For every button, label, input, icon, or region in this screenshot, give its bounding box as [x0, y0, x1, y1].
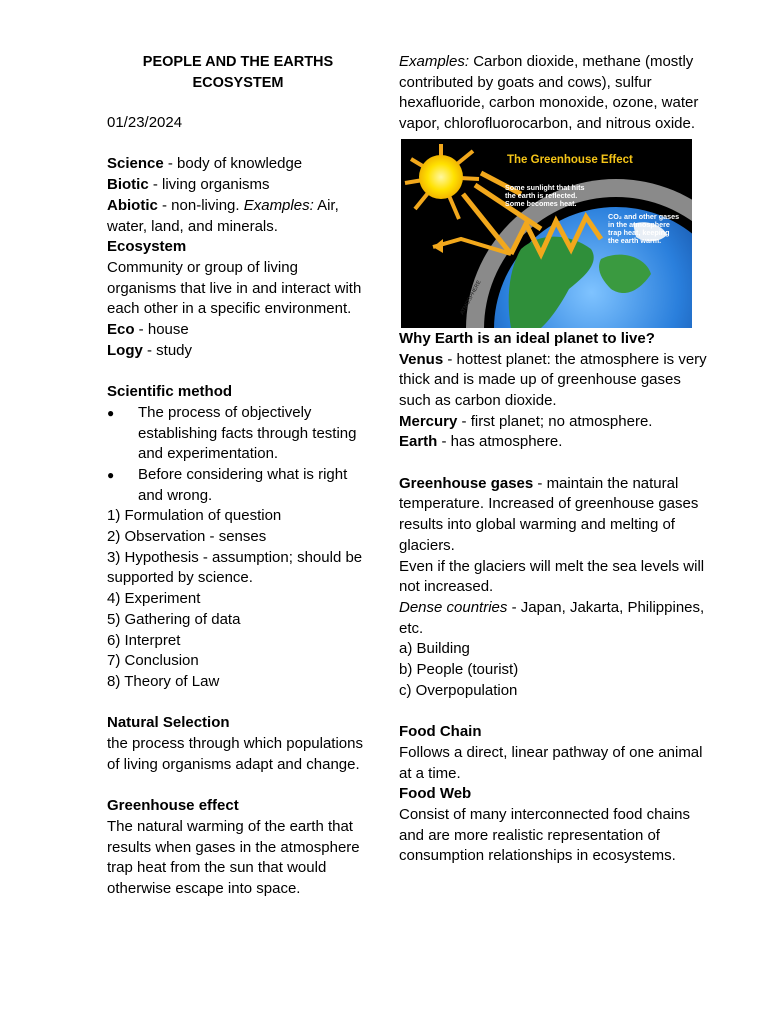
venus-definition: Venus - hottest planet: the atmosphere is very thick and is made up of greenhouse gases such as carbon dioxide.	[399, 350, 707, 409]
bullet-icon: ●	[107, 405, 115, 420]
greenhouse-effect-definition: The natural warming of the earth that results when gases in the atmosphere trap heat from the sun that would otherwise escape into space.	[107, 817, 360, 897]
greenhouse-effect-heading: Greenhouse effect	[107, 797, 239, 815]
dense-countries: Dense countries - Japan, Jakarta, Philippines, etc.	[399, 598, 705, 637]
food-chain-definition: Follows a direct, linear pathway of one animal at a time.	[399, 743, 703, 782]
step-item: 6) Interpret	[107, 631, 181, 649]
scientific-method-heading: Scientific method	[107, 383, 233, 401]
step-item: 4) Experiment	[107, 590, 201, 608]
bullet-item: ● The process of objectively establishing facts through testing and experimentation.	[107, 403, 369, 465]
natural-selection-definition: the process through which populations of living organisms adapt and change.	[107, 735, 363, 773]
date: 01/23/2024	[107, 114, 183, 131]
step-item: 7) Conclusion	[107, 652, 199, 670]
earth-definition: Earth - has atmosphere.	[399, 433, 563, 451]
list-item: a) Building	[399, 640, 470, 658]
greenhouse-effect-figure	[401, 139, 692, 328]
step-item: 1) Formulation of question	[107, 507, 282, 525]
figure-note: CO₂ and other gases	[608, 211, 680, 221]
eco-definition: Eco - house	[107, 321, 189, 339]
abiotic-definition: Abiotic - non-living. Examples: Air, water, land, and minerals.	[107, 196, 339, 235]
step-item: 3) Hypothesis - assumption; should be supported by science.	[107, 548, 363, 587]
biotic-definition: Biotic - living organisms	[107, 176, 270, 194]
food-web-heading: Food Web	[399, 785, 472, 803]
figure-title: The Greenhouse Effect	[507, 153, 633, 166]
mercury-definition: Mercury - first planet; no atmosphere.	[399, 412, 653, 430]
step-item: 5) Gathering of data	[107, 610, 241, 628]
bullet-icon: ●	[107, 467, 115, 482]
ideal-planet-heading: Why Earth is an ideal planet to live?	[399, 329, 655, 347]
figure-note: Some sunlight that hits	[505, 182, 585, 192]
logy-definition: Logy - study	[107, 341, 193, 359]
ecosystem-definition: Community or group of living organisms that live in and interact with each other in a specific environment.	[107, 258, 362, 318]
glaciers-note: Even if the glaciers will melt the sea levels will not increased.	[399, 557, 705, 596]
left-column	[107, 52, 369, 900]
document-title: PEOPLE AND THE EARTHS ECOSYSTEM	[142, 54, 334, 91]
greenhouse-gas-examples: Examples: Carbon dioxide, methane (mostly contributed by goats and cows), sulfur hexafluoride, carbon monoxide, ozone, water vapor, chlorofluorocarbon, and nitrous oxide.	[399, 53, 699, 133]
greenhouse-illustration	[401, 139, 692, 328]
list-item: c) Overpopulation	[399, 681, 518, 699]
atmosphere-label: ATMOSPHERE	[459, 279, 483, 316]
list-item: b) People (tourist)	[399, 661, 519, 679]
natural-selection-heading: Natural Selection	[107, 714, 230, 732]
food-chain-heading: Food Chain	[399, 723, 482, 741]
greenhouse-gases-definition: Greenhouse gases - maintain the natural temperature. Increased of greenhouse gases results into global warming and melting of glaciers.	[399, 474, 699, 554]
food-web-definition: Consist of many interconnected food chains and are more realistic representation of consumption relationships in ecosystems.	[399, 805, 690, 865]
svg-text:CO₂ and other gases in: CO₂ and other gases in the atmosphere trap heat, keeping the earth warm.	[608, 211, 680, 245]
science-definition: Science - body of knowledge	[107, 155, 303, 173]
svg-text:Some sunlight that hits: Some sunlight that hits the earth is reflected. Some becomes heat.	[505, 182, 585, 208]
right-column	[399, 52, 713, 867]
step-item: 8) Theory of Law	[107, 672, 220, 690]
ecosystem-heading: Ecosystem	[107, 238, 187, 256]
step-item: 2) Observation - senses	[107, 528, 267, 546]
bullet-item: ● Before considering what is right and wrong.	[107, 465, 369, 506]
